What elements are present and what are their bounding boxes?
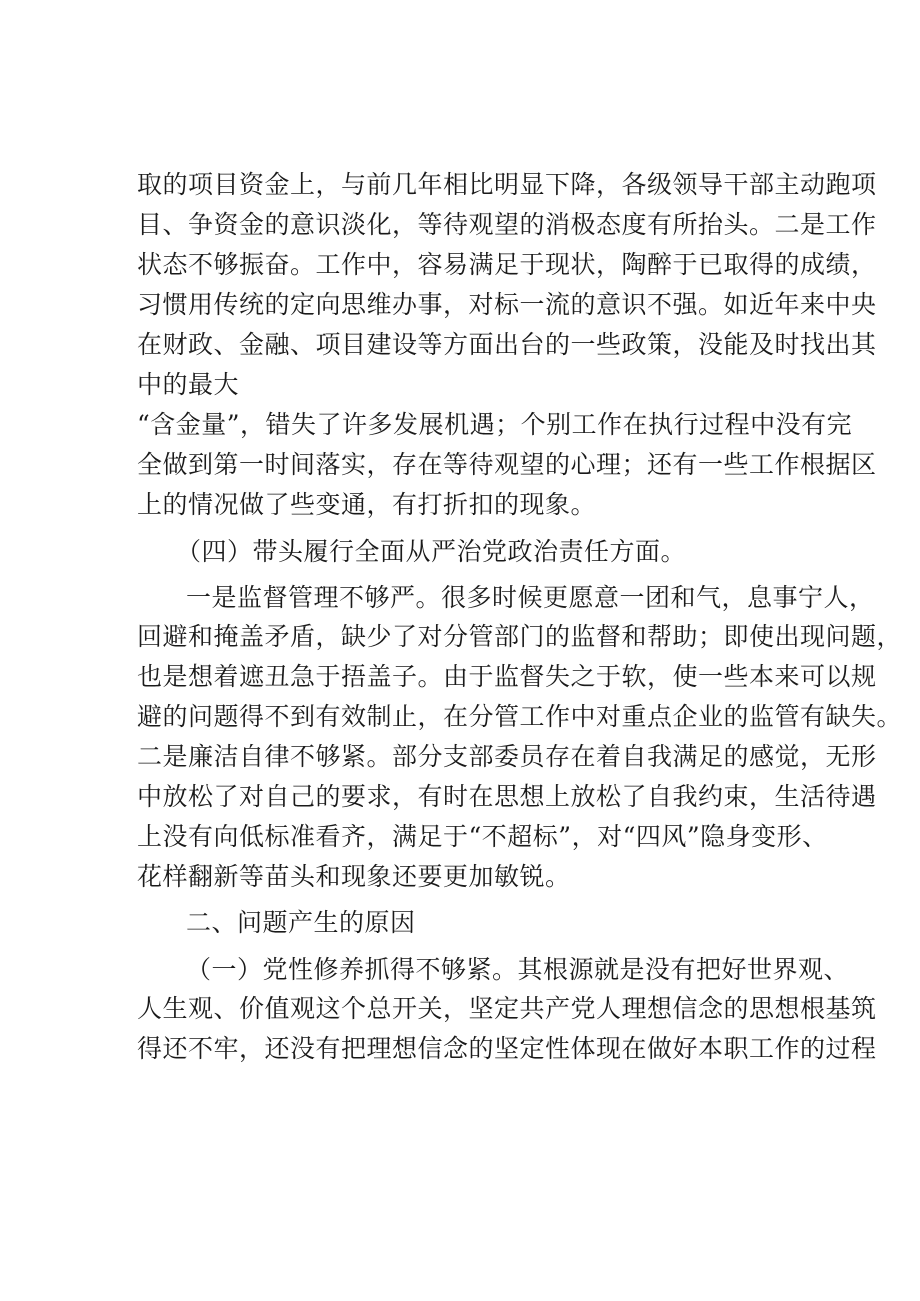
text-line-3: 状态不够振奋。工作中，容易满足于现状，陶醉于已取得的成绩， xyxy=(137,250,877,279)
text-line-1: 取的项目资金上，与前几年相比明显下降，各级领导干部主动跑项 xyxy=(137,170,877,199)
text-line-17: 上没有向低标准看齐，满足于“不超标”，对“四风”隐身变形、 xyxy=(137,822,828,851)
text-line-15: 二是廉洁自律不够紧。部分支部委员存在着自我满足的感觉，无形 xyxy=(137,742,877,771)
text-line-12: 回避和掩盖矛盾，缺少了对分管部门的监督和帮助；即使出现问题， xyxy=(137,622,903,651)
text-line-18: 花样翻新等苗头和现象还要更加敏锐。 xyxy=(137,862,571,891)
section-heading-2: 二、问题产生的原因 xyxy=(186,908,416,937)
text-line-9: 上的情况做了些变通，有打折扣的现象。 xyxy=(137,490,597,519)
text-line-14: 避的问题得不到有效制止，在分管工作中对重点企业的监管有缺失。 xyxy=(137,702,903,731)
text-line-2: 目、争资金的意识淡化，等待观望的消极态度有所抬头。二是工作 xyxy=(137,210,877,239)
text-line-20: （一）党性修养抓得不够紧。其根源就是没有把好世界观、 xyxy=(186,955,850,984)
text-line-11: 一是监督管理不够严。很多时候更愿意一团和气，息事宁人， xyxy=(186,583,875,612)
text-line-6: 中的最大 xyxy=(137,370,240,399)
text-line-5: 在财政、金融、项目建设等方面出台的一些政策，没能及时找出其 xyxy=(137,330,877,359)
text-line-7: “含金量”，错失了许多发展机遇；个别工作在执行过程中没有完 xyxy=(137,410,853,439)
section-heading-4: （四）带头履行全面从严治党政治责任方面。 xyxy=(176,537,687,566)
text-line-22: 得还不牢，还没有把理想信念的坚定性体现在做好本职工作的过程 xyxy=(137,1034,877,1063)
text-line-4: 习惯用传统的定向思维办事，对标一流的意识不强。如近年来中央 xyxy=(137,290,877,319)
text-line-13: 也是想着遮丑急于捂盖子。由于监督失之于软，使一些本来可以规 xyxy=(137,662,877,691)
text-line-21: 人生观、价值观这个总开关，坚定共产党人理想信念的思想根基筑 xyxy=(137,994,877,1023)
text-line-16: 中放松了对自己的要求，有时在思想上放松了自我约束，生活待遇 xyxy=(137,782,877,811)
text-line-8: 全做到第一时间落实，存在等待观望的心理；还有一些工作根据区 xyxy=(137,450,877,479)
